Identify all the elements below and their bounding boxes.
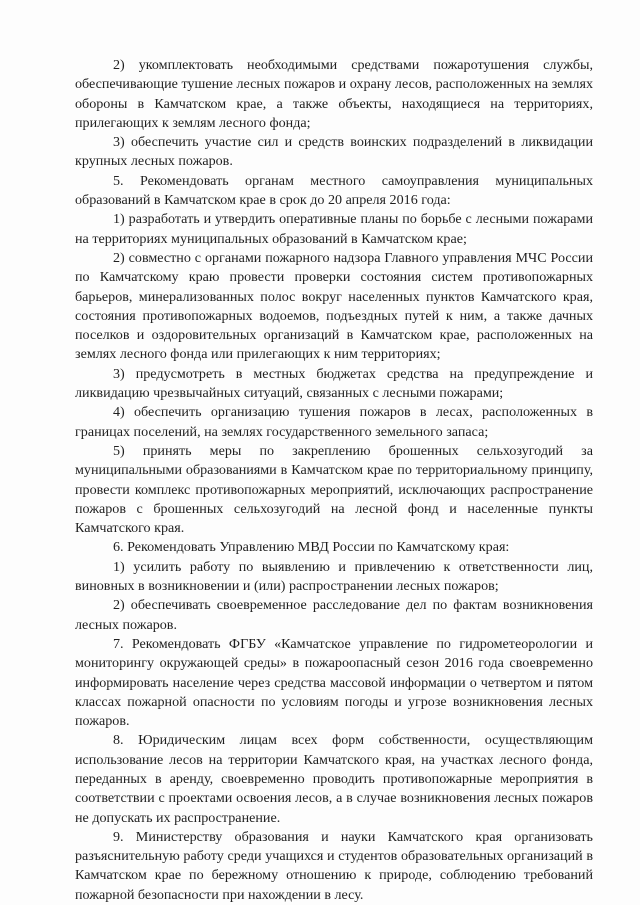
- document-body: [75, 56, 593, 905]
- paragraph-5-2-inspections: 2) совместно с органами пожарного надзора Главного управления МЧС России по Камчатскому краю провести проверки состояния систем противопожарных барьеров, минерализованных полос вокруг населенных пунктов Камчатского края, состояния противопожарных водоемов, подъездных путей к ним, а также дачных поселков и оздоровительных организаций в Камчатском крае, расположенных на землях лесного фонда или прилегающих к ним территориях;: [75, 249, 593, 363]
- paragraph-2-equip-fire-services: 2) укомплектовать необходимыми средствами пожаротушения службы, обеспечивающие тушение лесных пожаров и охрану лесов, расположенных на землях обороны в Камчатском крае, а также объекты, находящиеся на территориях, прилегающих к землям лесного фонда;: [75, 57, 593, 131]
- paragraph-5-4-firefighting: 4) обеспечить организацию тушения пожаров в лесах, расположенных в границах поселений, на землях государственного земельного запаса;: [75, 404, 593, 440]
- paragraph-6-2-investigation: 2) обеспечивать своевременное расследование дел по фактам возникновения лесных пожаров.: [75, 597, 593, 633]
- paragraph-5-3-budgets: 3) предусмотреть в местных бюджетах средства на предупреждение и ликвидацию чрезвычайных ситуаций, связанных с лесными пожарами;: [75, 365, 593, 402]
- paragraph-item-5-heading: 5. Рекомендовать органам местного самоуправления муниципальных образований в Камчатском крае в срок до 20 апреля 2016 года:: [75, 172, 593, 209]
- paragraph-6-1-liability: 1) усилить работу по выявлению и привлечению к ответственности лиц, виновных в возникновении и (или) распространении лесных пожаров;: [75, 558, 593, 595]
- paragraph-5-5-abandoned-farmland: 5) принять меры по закреплению брошенных сельхозугодий за муниципальными образованиями в Камчатском крае по территориальному принципу, провести комплекс противопожарных мероприятий, исключающих распространение пожаров с брошенных сельхозугодий на лесной фонд и населенные пункты Камчатского края.: [75, 442, 593, 537]
- paragraph-item-8-legal-entities: 8. Юридическим лицам всех форм собственности, осуществляющим использование лесов на территории Камчатского края, на участках лесного фонда, переданных в аренду, своевременно проводить противопожарные мероприятия в соответствии с проектами освоения лесов, а в случае возникновения лесных пожаров не допускать их распространение.: [75, 732, 593, 826]
- paragraph-item-6-heading: 6. Рекомендовать Управлению МВД России по Камчатскому края:: [113, 539, 510, 556]
- paragraph-5-1-operational-plans: 1) разработать и утвердить оперативные планы по борьбе с лесными пожарами на территориях муниципальных образований в Камчатском крае;: [75, 211, 593, 247]
- paragraph-item-7-weather-service: 7. Рекомендовать ФГБУ «Камчатское управление по гидрометеорологии и мониторингу окружающей среды» в пожароопасный сезон 2016 года своевременно информировать население через средства массовой информации о четвертом и пятом классах пожарной опасности по условиям погоды и угрозе возникновения лесных пожаров.: [75, 635, 593, 730]
- paragraph-3-military-participation: 3) обеспечить участие сил и средств воинских подразделений в ликвидации крупных лесных пожаров.: [75, 134, 593, 170]
- paragraph-item-9-education-ministry: 9. Министерству образования и науки Камчатского края организовать разъяснительную работу среди учащихся и студентов образовательных организаций в Камчатском крае по бережному отношению к природе, соблюдению требований пожарной безопасности при нахождении в лесу.: [75, 828, 593, 903]
